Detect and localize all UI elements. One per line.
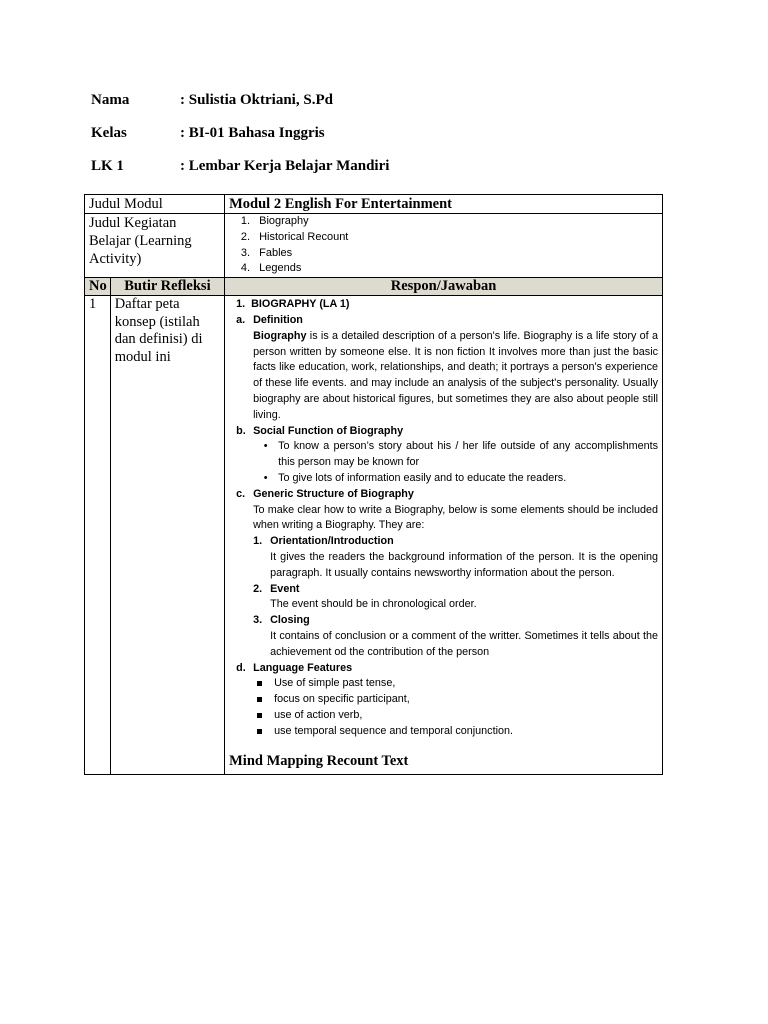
section-marker: b. <box>236 424 246 437</box>
structure-text: The event should be in chronological order. <box>270 598 477 611</box>
identity-value: : Lembar Kerja Belajar Mandiri <box>180 158 390 174</box>
list-item <box>229 676 658 692</box>
section-title: Language Features <box>253 661 353 674</box>
table-row <box>85 296 663 774</box>
feature-text: focus on specific participant, <box>274 693 410 706</box>
judul-modul-value: Modul 2 English For Entertainment <box>225 195 663 214</box>
table-header-row <box>85 278 663 296</box>
definition-lead: Biography <box>253 329 307 342</box>
structure-name: Orientation/Introduction <box>270 535 394 548</box>
activity-item: 4. Legends <box>253 261 658 277</box>
list-item <box>229 724 658 740</box>
structure-title <box>229 534 658 550</box>
butir-refleksi-text: Daftar peta konsep (istilah dan definisi) di modul ini <box>110 296 224 774</box>
mind-mapping-heading: Mind Mapping Recount Text <box>229 752 409 769</box>
activity-item: 3. Fables <box>253 246 658 262</box>
section-title: Social Function of Biography <box>253 424 404 437</box>
structure-name: Closing <box>270 614 310 627</box>
structure-title <box>229 582 658 598</box>
list-item <box>229 439 658 471</box>
row-judul-modul <box>85 195 663 214</box>
square-bullet-icon <box>257 676 274 692</box>
square-bullet-icon <box>257 692 274 708</box>
feature-text: use temporal sequence and temporal conjunction. <box>274 724 513 737</box>
social-function-text: To know a person’s story about his / her life outside of any accomplishments this person may be known for <box>278 440 658 469</box>
feature-text: Use of simple past tense, <box>274 677 396 690</box>
feature-text: use of action verb, <box>274 708 363 721</box>
activity-item: 2. Historical Recount <box>253 230 658 246</box>
social-function-text: To give lots of information easily and to educate the readers. <box>278 471 567 484</box>
structure-intro: To make clear how to write a Biography, below is some elements should be included when writing a Biography. They are: <box>253 503 658 532</box>
structure-number: 3. <box>253 614 263 627</box>
col-butir-header: Butir Refleksi <box>110 278 224 296</box>
activity-item: 1. Biography <box>253 214 658 230</box>
square-bullet-icon <box>257 708 274 724</box>
section-marker: d. <box>236 661 246 674</box>
kegiatan-label: Judul Kegiatan Belajar (Learning Activity) <box>85 214 225 278</box>
square-bullet-icon <box>257 724 274 740</box>
identity-value: : Sulistia Oktriani, S.Pd <box>180 92 333 108</box>
list-item <box>229 471 658 487</box>
row-number: 1 <box>85 296 111 774</box>
judul-modul-label: Judul Modul <box>85 195 225 214</box>
row-kegiatan <box>85 214 663 278</box>
worksheet-table <box>84 194 663 775</box>
section-title: Generic Structure of Biography <box>253 487 414 500</box>
structure-title <box>229 613 658 629</box>
identity-key: Nama <box>91 92 130 108</box>
section-d-title <box>229 661 658 677</box>
section-marker: c. <box>236 487 246 500</box>
response-cell <box>225 296 663 774</box>
identity-key: LK 1 <box>91 158 124 174</box>
identity-value: : BI-01 Bahasa Inggris <box>180 125 325 141</box>
section-b-title <box>229 424 658 440</box>
activities-cell <box>225 214 663 278</box>
section-c-title <box>229 487 658 503</box>
section-title: Definition <box>253 313 303 326</box>
identity-row-nama <box>91 92 389 125</box>
heading-text: BIOGRAPHY (LA 1) <box>251 298 350 311</box>
section-marker: a. <box>236 313 246 326</box>
definition-text: is is a detailed description of a person's life. Biography is a life story of a person written by someone else. It is non fiction It involves more than just the basic facts like education, work, relationships, and death; it portrays a person's experience of these life events. and may include an analysis of the subject's personality. Usually biography are about historical figures, but sometimes they are also about people still living. <box>253 329 658 421</box>
identity-row-lk <box>91 158 389 191</box>
col-respon-header: Respon/Jawaban <box>225 278 663 296</box>
section-a-title <box>229 313 658 329</box>
col-no-header: No <box>85 278 111 296</box>
bullet-icon: • <box>263 471 268 484</box>
bullet-icon: • <box>263 440 268 453</box>
structure-number: 1. <box>253 535 263 548</box>
heading-number: 1. <box>236 298 246 311</box>
activities-list <box>229 214 658 277</box>
identity-row-kelas <box>91 125 389 158</box>
identity-header <box>91 92 389 191</box>
list-item <box>229 708 658 724</box>
structure-text: It contains of conclusion or a comment of the writter. Sometimes it tells about the achievement od the contribution of the person <box>270 629 658 658</box>
structure-text: It gives the readers the background information of the person. It is the opening paragraph. It usually contains newsworthy information about the person. <box>270 550 658 579</box>
structure-name: Event <box>270 582 300 595</box>
structure-number: 2. <box>253 582 263 595</box>
identity-key: Kelas <box>91 125 127 141</box>
definition-paragraph <box>229 329 658 424</box>
response-heading <box>229 297 658 313</box>
list-item <box>229 692 658 708</box>
